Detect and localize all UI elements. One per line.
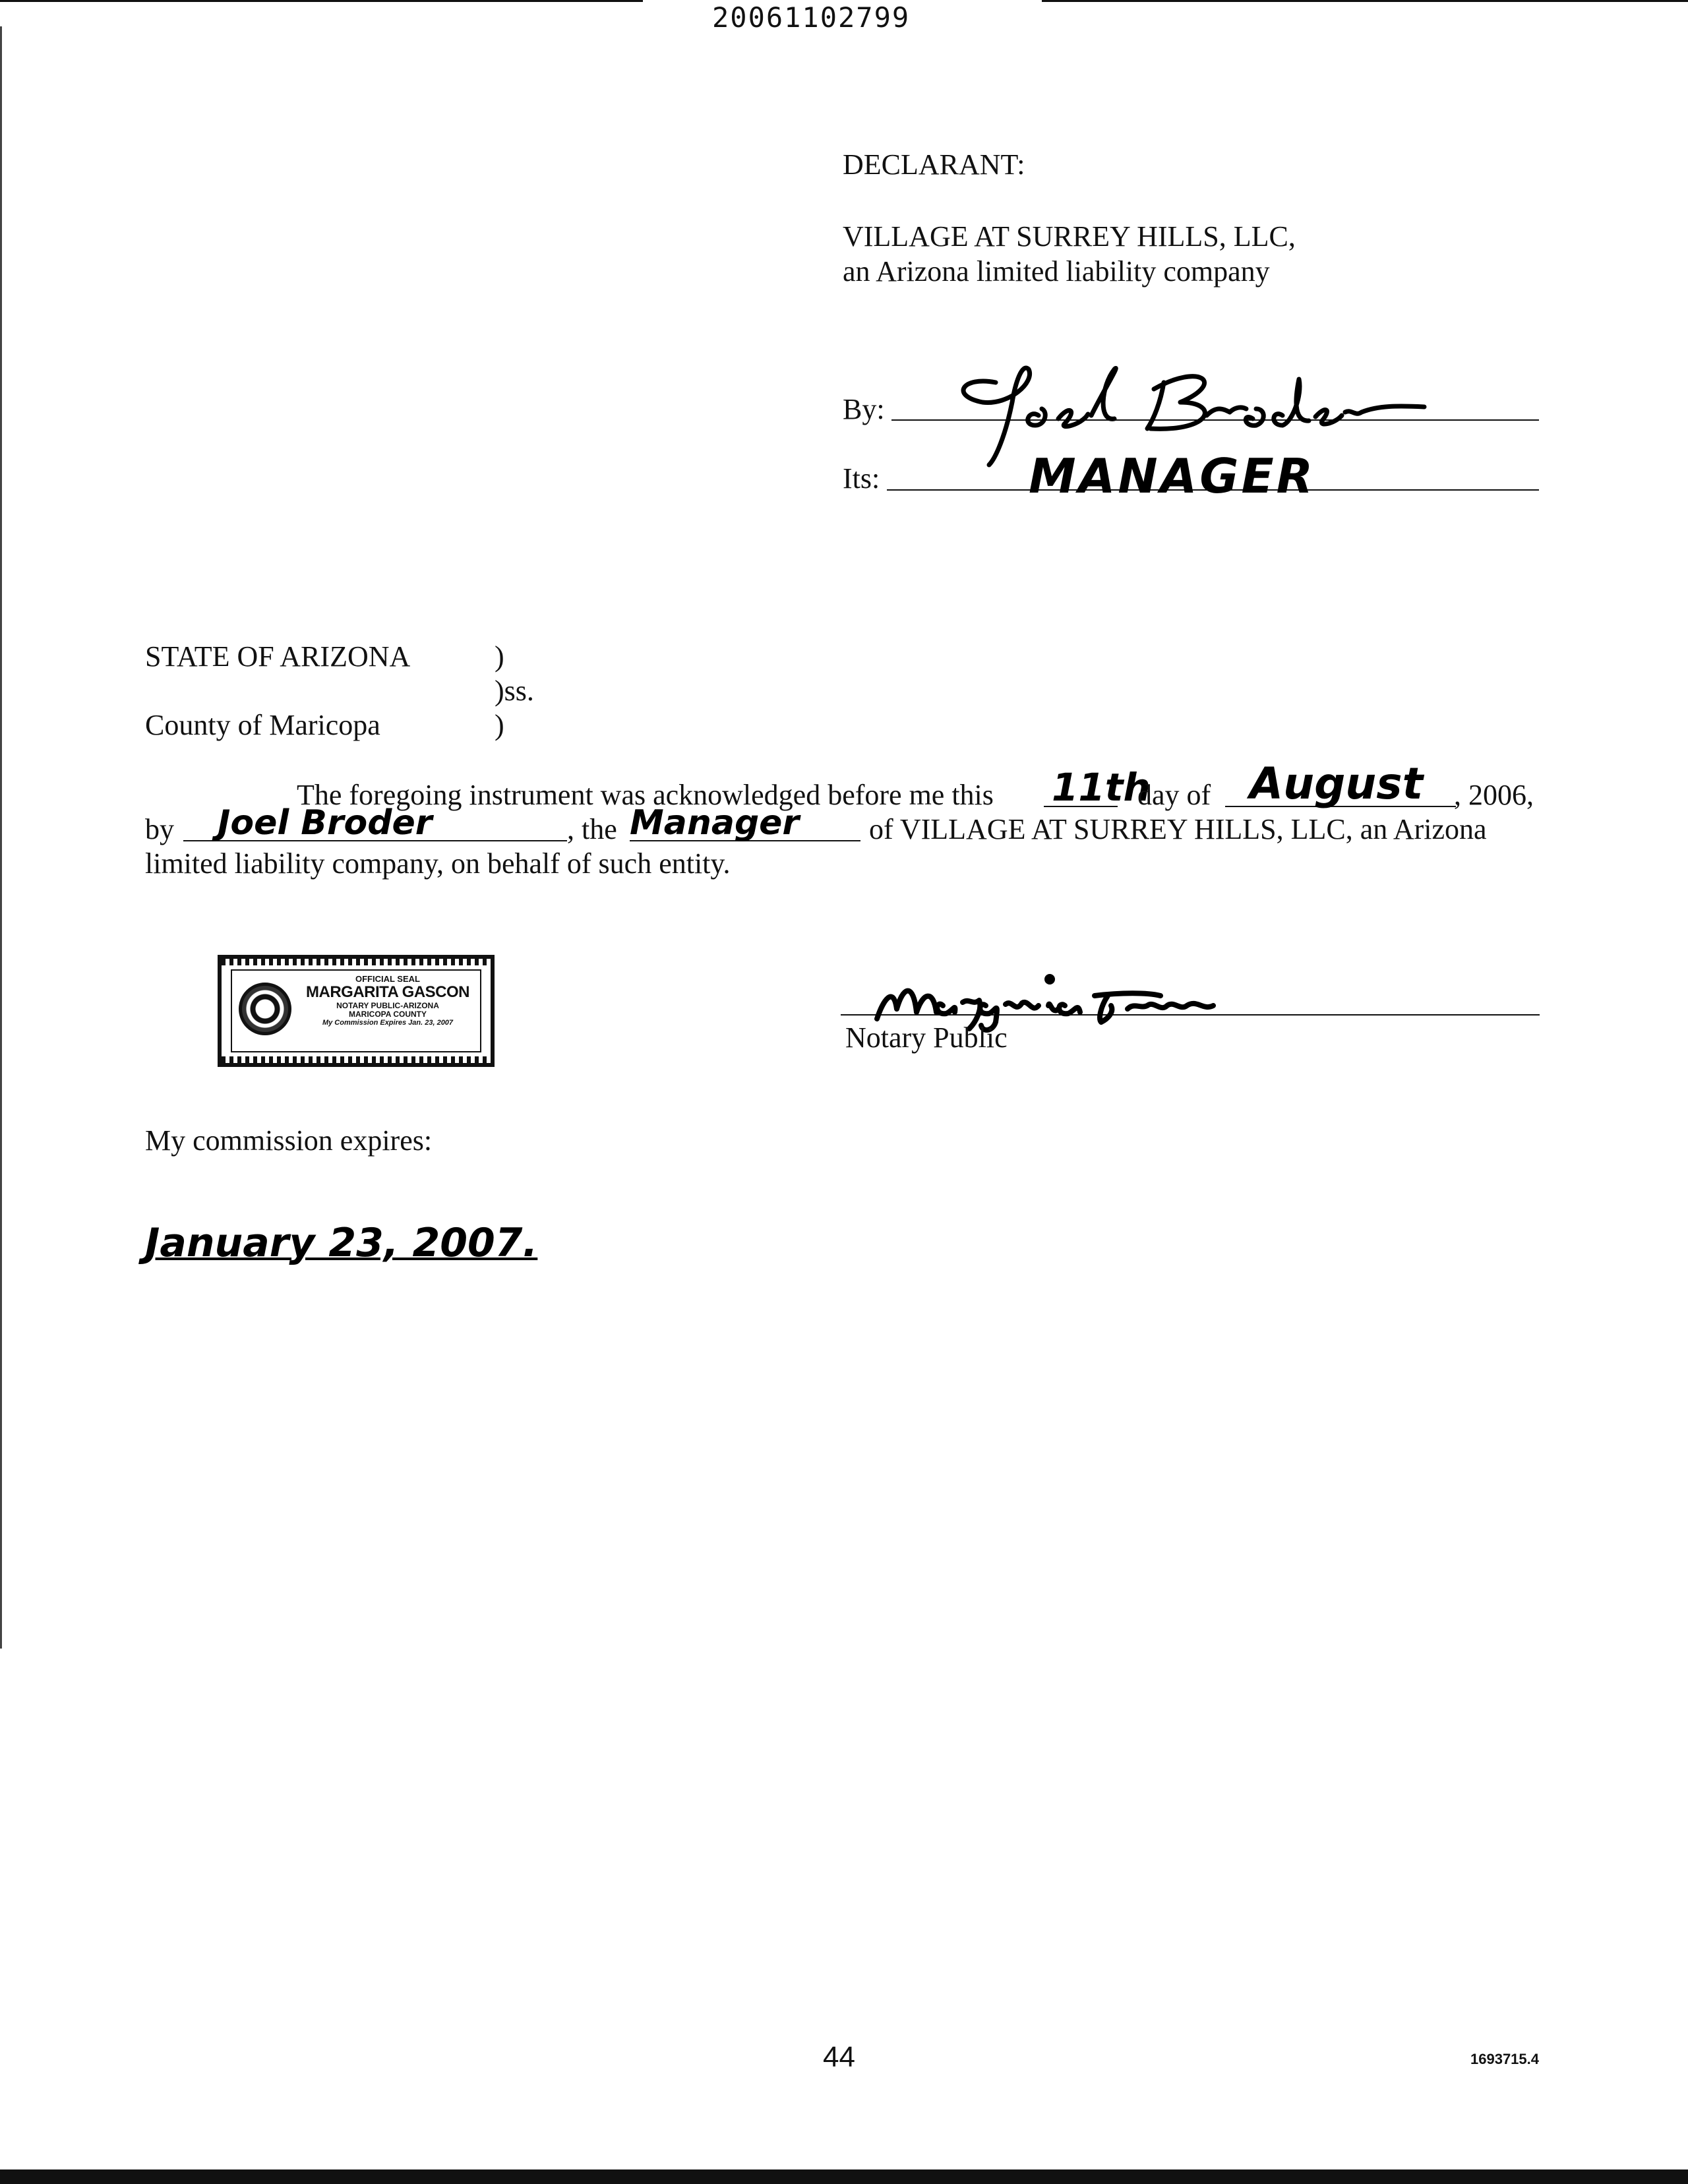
seal-line-5: My Commission Expires Jan. 23, 2007	[322, 1019, 454, 1027]
notary-label: Notary Public	[845, 1021, 1008, 1054]
notary-seal-text	[298, 975, 477, 1027]
scan-edge-bottom	[0, 2169, 1688, 2184]
scan-edge-top-left	[0, 0, 643, 2]
venue-county: County of Maricopa	[145, 709, 380, 741]
arizona-seal-emblem-icon	[239, 983, 291, 1035]
venue-ss: )ss.	[495, 675, 534, 707]
its-label: Its:	[843, 462, 880, 495]
ack-month-handwritten: August	[1250, 758, 1424, 809]
notary-seal	[218, 955, 495, 1067]
seal-line-3: NOTARY PUBLIC-ARIZONA	[336, 1000, 439, 1010]
ack-name-handwritten: Joel Broder	[218, 803, 433, 843]
ack-line2-suffix: of VILLAGE AT SURREY HILLS, LLC, an Arizona	[869, 813, 1487, 845]
its-value-handwritten: MANAGER	[1029, 448, 1316, 504]
seal-line-2: MARGARITA GASCON	[306, 983, 469, 1002]
scan-edge-left	[0, 26, 2, 1649]
scan-edge-top-right	[1042, 0, 1688, 2]
ack-line2-by: by	[145, 813, 174, 845]
ack-line1-prefix: The foregoing instrument was acknowledged before me this	[297, 779, 994, 811]
ack-line1-mid: day of	[1137, 779, 1211, 811]
recording-number: 20061102799	[712, 1, 911, 34]
declarant-heading: DECLARANT:	[843, 148, 1025, 181]
ack-day-handwritten: 11th	[1052, 765, 1151, 810]
seal-line-4: MARICOPA COUNTY	[349, 1009, 427, 1019]
seal-line-1: OFFICIAL SEAL	[355, 974, 420, 984]
declarant-company-type: an Arizona limited liability company	[843, 255, 1270, 288]
page-number: 44	[823, 2041, 855, 2073]
ack-line1-suffix: , 2006,	[1454, 779, 1534, 811]
ack-title-handwritten: Manager	[630, 803, 800, 843]
venue-state: STATE OF ARIZONA	[145, 640, 411, 673]
venue-paren-2: )	[495, 709, 504, 741]
declarant-company-name: VILLAGE AT SURREY HILLS, LLC,	[843, 220, 1296, 253]
ack-line3: limited liability company, on behalf of such entity.	[145, 847, 731, 880]
document-code: 1693715.4	[1470, 2051, 1539, 2067]
commission-label: My commission expires:	[145, 1124, 433, 1157]
ack-line2-the: , the	[567, 813, 617, 845]
commission-date-handwritten: January 23, 2007.	[145, 1220, 538, 1266]
by-label: By:	[843, 393, 885, 425]
venue-paren-1: )	[495, 640, 504, 673]
notary-seal-inner	[231, 969, 481, 1052]
